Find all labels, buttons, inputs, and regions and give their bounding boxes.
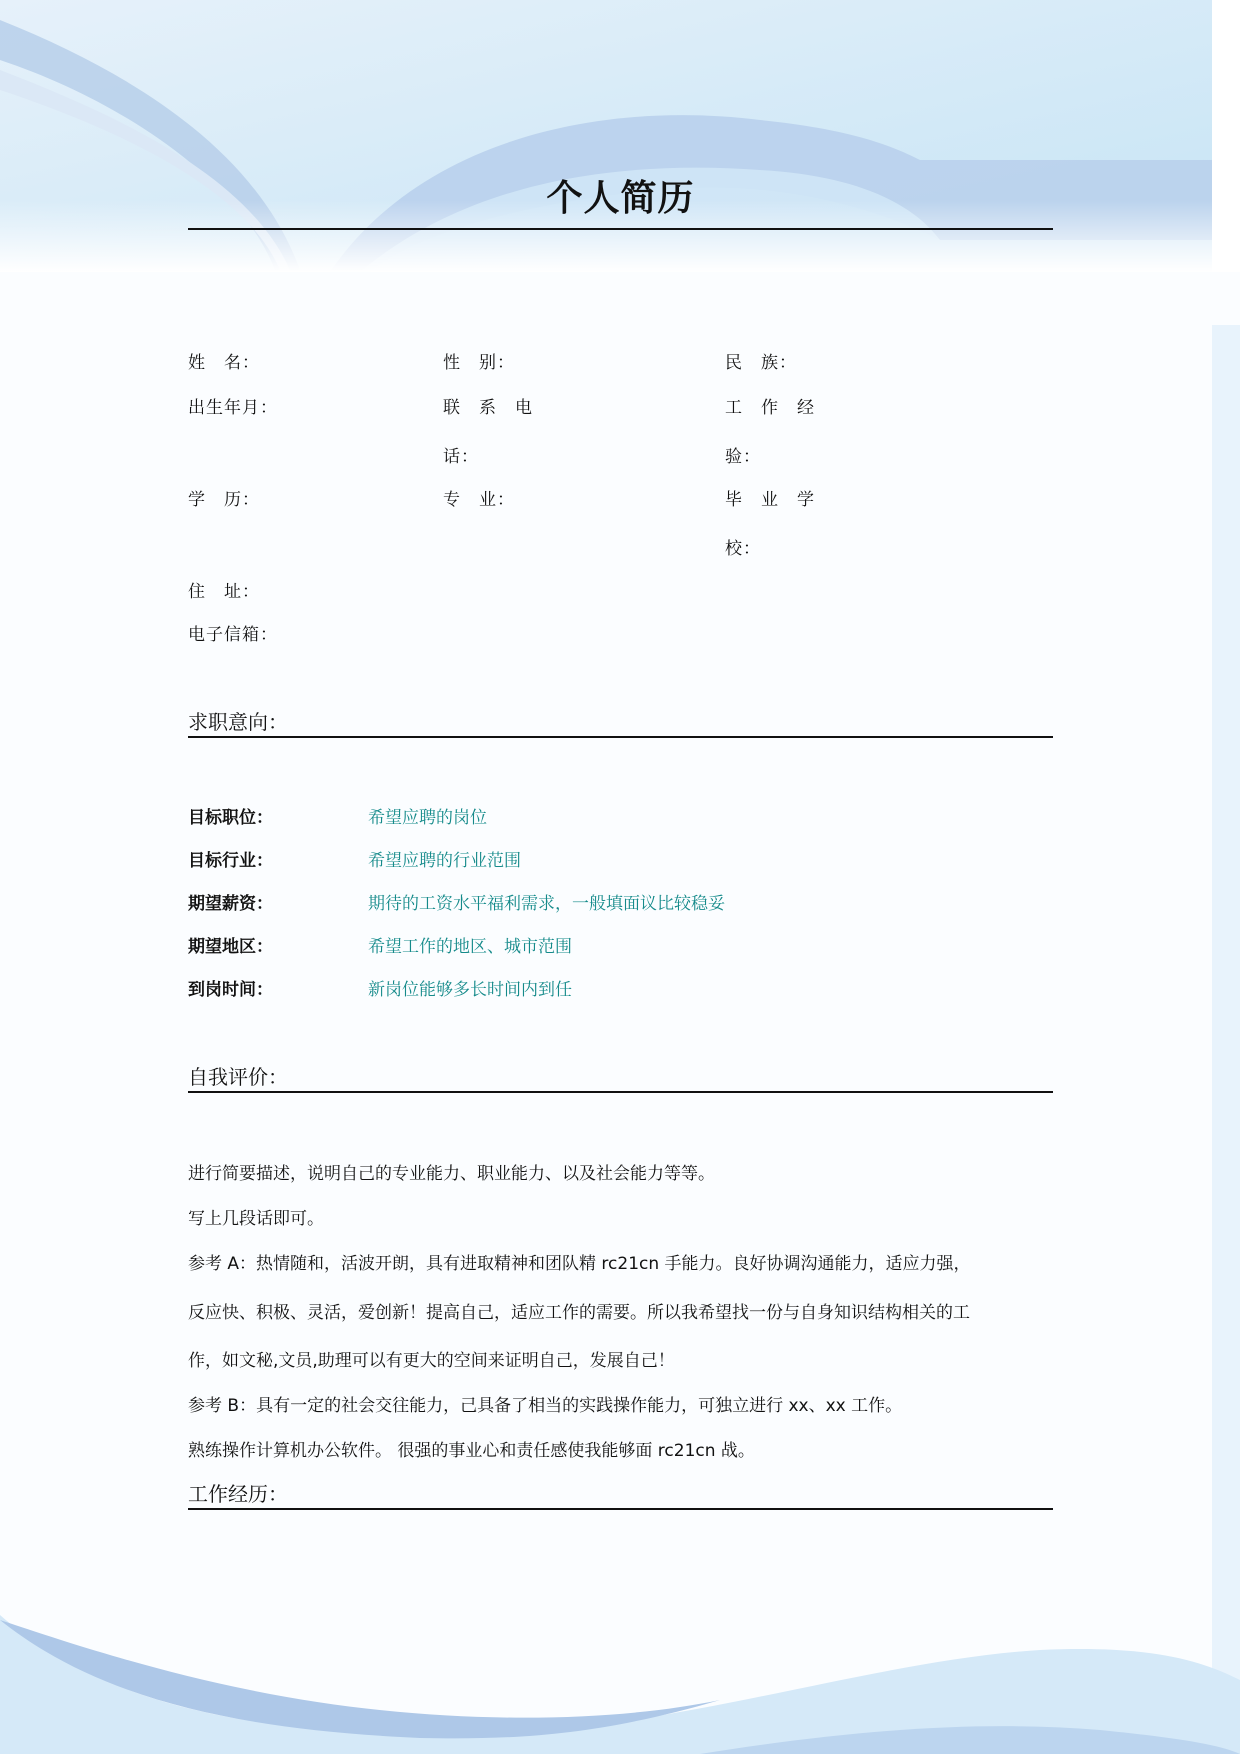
self-eval-paragraph: 作，如文秘,文员,助理可以有更大的空间来证明自己，发展自己！ [188, 1351, 675, 1371]
experience-label-line1: 工 作 经 [725, 398, 815, 418]
address-label: 住 址： [188, 582, 260, 602]
phone-label-line1: 联 系 电 [443, 398, 533, 418]
school-label-line1: 毕 业 学 [725, 490, 815, 510]
expected-salary-value: 期待的工资水平福利需求，一般填面议比较稳妥 [368, 894, 725, 914]
job-intention-heading: 求职意向： [188, 710, 288, 734]
expected-region-value: 希望工作的地区、城市范围 [368, 937, 572, 957]
expected-region-label: 期望地区： [188, 937, 273, 957]
phone-label-line2: 话： [443, 447, 479, 467]
email-label: 电子信箱： [188, 625, 278, 645]
self-eval-paragraph: 参考 A：热情随和，活波开朗，具有进取精神和团队精 rc21cn 手能力。良好协调沟通能力，适应力强， [188, 1254, 971, 1274]
self-evaluation-divider [188, 1091, 1053, 1093]
name-label: 姓 名： [188, 353, 260, 373]
self-eval-paragraph: 进行简要描述，说明自己的专业能力、职业能力、以及社会能力等等。 [188, 1164, 715, 1184]
target-position-value: 希望应聘的岗位 [368, 808, 487, 828]
self-eval-paragraph: 写上几段话即可。 [188, 1209, 324, 1229]
start-time-value: 新岗位能够多长时间内到任 [368, 980, 572, 1000]
target-industry-value: 希望应聘的行业范围 [368, 851, 521, 871]
start-time-label: 到岗时间： [188, 980, 273, 1000]
work-experience-heading: 工作经历： [188, 1482, 288, 1506]
self-eval-paragraph: 反应快、积极、灵活，爱创新！提高自己，适应工作的需要。所以我希望找一份与自身知识结构相关的工 [188, 1303, 970, 1323]
target-position-label: 目标职位： [188, 808, 273, 828]
self-eval-paragraph: 参考 B：具有一定的社会交往能力，己具备了相当的实践操作能力，可独立进行 xx、xx 工作。 [188, 1396, 903, 1416]
major-label: 专 业： [443, 490, 515, 510]
ethnicity-label: 民 族： [725, 353, 797, 373]
self-evaluation-heading: 自我评价： [188, 1065, 288, 1089]
birth-label: 出生年月： [188, 398, 278, 418]
experience-label-line2: 验： [725, 447, 761, 467]
job-intention-divider [188, 736, 1053, 738]
work-experience-divider [188, 1508, 1053, 1510]
page-title: 个人简历 [546, 178, 695, 219]
expected-salary-label: 期望薪资： [188, 894, 273, 914]
education-label: 学 历： [188, 490, 260, 510]
school-label-line2: 校： [725, 539, 761, 559]
target-industry-label: 目标行业： [188, 851, 273, 871]
title-divider [188, 228, 1053, 230]
self-eval-paragraph: 熟练操作计算机办公软件。 很强的事业心和责任感使我能够面 rc21cn 战。 [188, 1441, 755, 1461]
gender-label: 性 别： [443, 353, 515, 373]
